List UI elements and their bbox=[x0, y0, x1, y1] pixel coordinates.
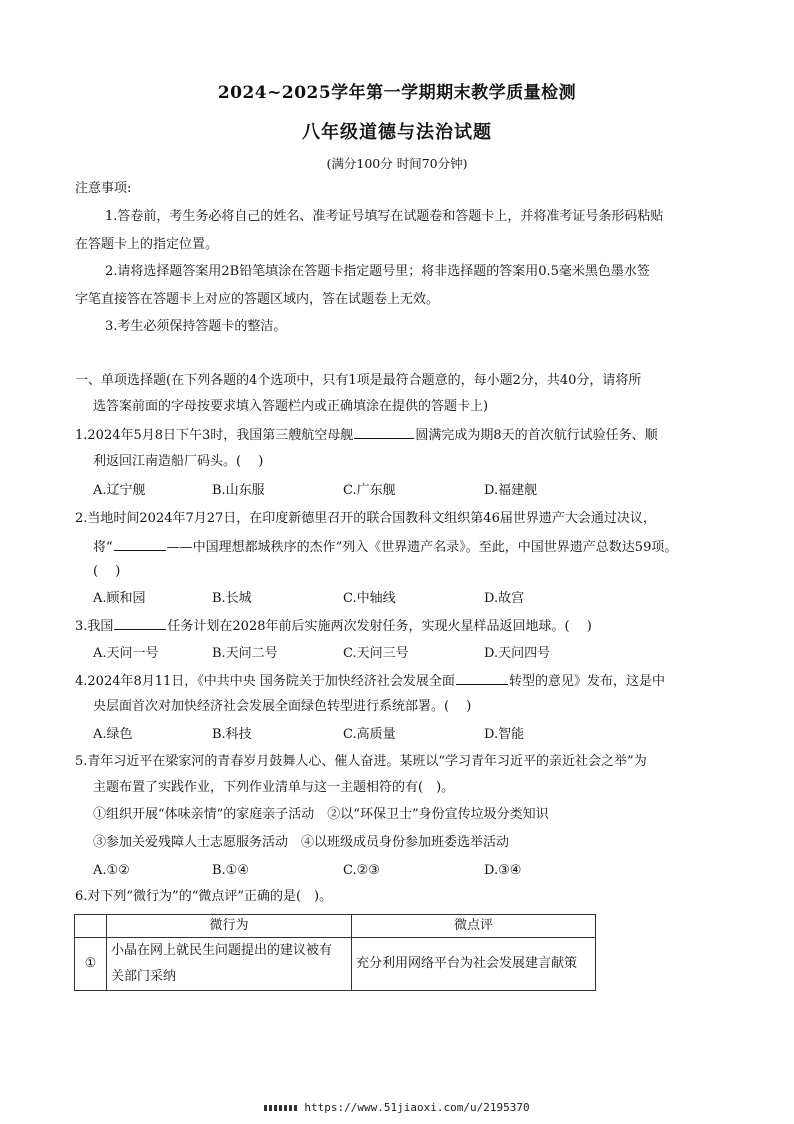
answer-blank bbox=[114, 617, 166, 630]
question-1-option-b: B.山东服 bbox=[212, 483, 265, 498]
footer-watermark bbox=[0, 1101, 794, 1114]
question-1-option-d: D.福建舰 bbox=[484, 483, 538, 498]
question-3-option-a: A.天问一号 bbox=[93, 646, 159, 661]
table-header-cell bbox=[75, 915, 107, 938]
table-cell-number: ① bbox=[75, 938, 107, 991]
question-1-option-c: C.广东舰 bbox=[343, 483, 396, 498]
question-4-stem-cont: 央层面首次对加快经济社会发展全面绿色转型进行系统部署。( ) bbox=[93, 699, 472, 714]
question-4-option-d: D.智能 bbox=[484, 727, 525, 742]
question-2-stem-cont: 将“ ——中国理想都城秩序的杰作”列入《世界遗产名录》。至此，中国世界遗产总数达59项。 bbox=[93, 540, 678, 555]
question-5-items-a: ①组织开展“体味亲情”的家庭亲子活动 ②以“环保卫士”身份宣传垃圾分类知识 bbox=[93, 807, 549, 822]
notice-item-3: 3.考生必须保持答题卡的整洁。 bbox=[105, 319, 287, 334]
footer-url[interactable]: https://www.51jiaoxi.com/u/2195370 bbox=[304, 1101, 530, 1114]
question-3-stem: 3.我国 任务计划在2028年前后实施两次发射任务，实现火星样品返回地球。( ) bbox=[75, 619, 592, 634]
question-2-option-d: D.故宫 bbox=[484, 591, 525, 606]
question-6-table bbox=[74, 914, 596, 991]
exam-subject: 八年级道德与法治试题 bbox=[302, 122, 492, 143]
question-5-option-b: B.①④ bbox=[212, 863, 249, 878]
table-row bbox=[75, 938, 596, 991]
table-cell-comment: 充分利用网络平台为社会发展建言献策 bbox=[352, 938, 596, 991]
exam-meta: (满分100分 时间70分钟) bbox=[326, 156, 468, 171]
question-5-option-a: A.①② bbox=[93, 863, 130, 878]
table-header-cell: 微行为 bbox=[107, 915, 352, 938]
table-header-cell: 微点评 bbox=[352, 915, 596, 938]
answer-blank bbox=[456, 672, 508, 685]
question-1-option-a: A.辽宁舰 bbox=[93, 483, 146, 498]
question-3-option-d: D.天问四号 bbox=[484, 646, 551, 661]
question-2-option-a: A.顾和园 bbox=[93, 591, 146, 606]
notice-item-1-cont: 在答题卡上的指定位置。 bbox=[75, 237, 219, 252]
question-1-stem: 1.2024年5月8日下午3时，我国第三艘航空母舰 圆满完成为期8天的首次航行试验任务、顺 bbox=[75, 428, 658, 443]
notice-item-1: 1.答卷前，考生务必将自己的姓名、准考证号填写在试题卷和答题卡上，并将准考证号条形码粘贴 bbox=[105, 209, 664, 224]
answer-blank bbox=[354, 426, 414, 439]
question-2-option-b: B.长城 bbox=[212, 591, 252, 606]
question-4-option-b: B.科技 bbox=[212, 727, 252, 742]
notice-item-2: 2.请将选择题答案用2B铅笔填涂在答题卡指定题号里；将非选择题的答案用0.5毫米黑色墨水签 bbox=[105, 264, 650, 279]
question-3-option-b: B.天问二号 bbox=[212, 646, 278, 661]
question-5-option-d: D.③④ bbox=[484, 863, 522, 878]
section-heading-cont: 选答案前面的字母按要求填入答题栏内或正确填涂在提供的答题卡上) bbox=[93, 399, 489, 414]
question-4-option-a: A.绿色 bbox=[93, 727, 133, 742]
question-5-items-b: ③参加关爱残障人士志愿服务活动 ④以班级成员身份参加班委选举活动 bbox=[93, 835, 510, 850]
question-3-option-c: C.天问三号 bbox=[343, 646, 409, 661]
question-6-stem: 6.对下列“微行为”的“微点评”正确的是( )。 bbox=[75, 889, 333, 904]
question-2-option-c: C.中轴线 bbox=[343, 591, 396, 606]
question-2-stem: 2.当地时间2024年7月27日，在印度新德里召开的联合国教科文组织第46届世界遗产大会通过决议， bbox=[75, 511, 656, 526]
notice-heading: 注意事项: bbox=[75, 181, 132, 196]
question-4-stem: 4.2024年8月11日，《中共中央 国务院关于加快经济社会发展全面 转型的意见》发布，这是中 bbox=[75, 674, 665, 689]
question-5-stem: 5.青年习近平在梁家河的青春岁月鼓舞人心、催人奋进。某班以“学习青年习近平的亲近社会之举”为 bbox=[75, 754, 647, 769]
notice-item-2-cont: 字笔直接答在答题卡上对应的答题区域内，答在试题卷上无效。 bbox=[75, 292, 440, 307]
question-2-paren: ( ) bbox=[93, 564, 121, 579]
question-5-option-c: C.②③ bbox=[343, 863, 380, 878]
exam-title: 2024~2025学年第一学期期末教学质量检测 bbox=[217, 83, 577, 103]
answer-blank bbox=[114, 538, 166, 551]
question-1-stem-cont: 利返回江南造船厂码头。( ) bbox=[93, 454, 264, 469]
table-header-row bbox=[75, 915, 596, 938]
question-5-stem-cont: 主题布置了实践作业，下列作业清单与这一主题相符的有( )。 bbox=[93, 780, 455, 795]
table-cell-behavior: 小晶在网上就民生问题提出的建议被有 关部门采纳 bbox=[107, 938, 352, 991]
section-heading: 一、单项选择题(在下列各题的4个选项中，只有1项是最符合题意的，每小题2分，共40分，请将所 bbox=[75, 373, 642, 388]
question-4-option-c: C.高质量 bbox=[343, 727, 396, 742]
watermark-logo bbox=[264, 1105, 298, 1111]
